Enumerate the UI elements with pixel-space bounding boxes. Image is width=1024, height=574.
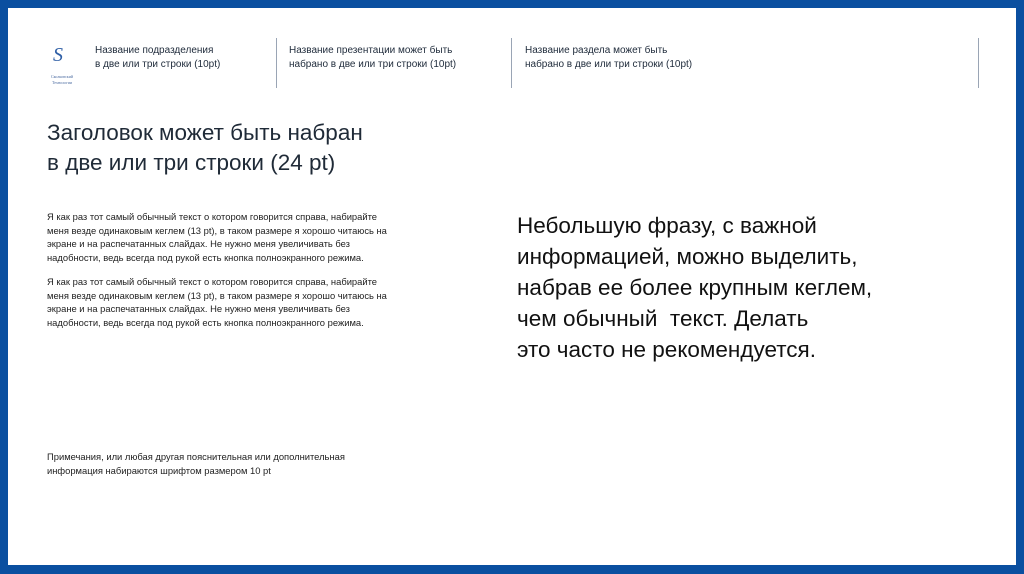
slide-title	[47, 118, 363, 178]
footnote-line-1: Примечания, или любая другая пояснительная или дополнительная	[47, 451, 345, 462]
header-presentation-line-2: набрано в две или три строки (10pt)	[289, 59, 457, 70]
body-paragraph-1	[47, 210, 447, 264]
body-paragraph-1-line: Я как раз тот самый обычный текст о котором говорится справа, набирайте	[47, 211, 378, 222]
header-divider-2	[511, 38, 512, 88]
header-section	[525, 44, 692, 72]
logo-icon: S	[53, 44, 63, 66]
header-presentation-line-1: Название презентации может быть	[289, 45, 453, 56]
callout-line: чем обычный текст. Делать	[517, 306, 809, 331]
footnote-line-2: информация набираются шрифтом размером 10 pt	[47, 464, 271, 476]
header-department-line-2: в две или три строки (10pt)	[95, 59, 221, 70]
body-paragraph-2	[47, 275, 447, 329]
logo-line-2: Технологии	[51, 80, 73, 85]
header-section-line-1: Название раздела может быть	[525, 45, 668, 56]
body-paragraph-2-line: Я как раз тот самый обычный текст о котором говорится справа, набирайте	[47, 276, 378, 287]
logo	[44, 44, 80, 94]
logo-line-1: Сколковский	[51, 74, 73, 79]
header-department-line-1: Название подразделения	[95, 45, 214, 56]
footnote	[47, 450, 427, 477]
body-paragraph-1-line: экране и на распечатанных слайдах. Не нужно меня увеличивать без	[47, 238, 350, 249]
header-presentation	[289, 44, 456, 72]
body-paragraph-2-line: экране и на распечатанных слайдах. Не нужно меня увеличивать без	[47, 303, 350, 314]
slide-title-line-2: в две или три строки (24 pt)	[47, 150, 336, 175]
header-department	[95, 44, 220, 72]
slide	[8, 8, 1016, 565]
body-paragraph-1-line: надобности, ведь всегда под рукой есть кнопка полноэкранного режима.	[47, 251, 364, 263]
callout-line: это часто не рекомендуется.	[517, 337, 816, 362]
callout-line: информацией, можно выделить,	[517, 244, 858, 269]
header-divider-3	[978, 38, 979, 88]
body-paragraph-2-line: меня везде одинаковым кеглем (13 pt), в таком размере я хорошо читаюсь на	[47, 289, 387, 301]
callout-text	[517, 210, 977, 365]
header-section-line-2: набрано в две или три строки (10pt)	[525, 59, 693, 70]
body-paragraph-2-line: надобности, ведь всегда под рукой есть кнопка полноэкранного режима.	[47, 316, 364, 328]
slide-title-line-1: Заголовок может быть набран	[47, 120, 363, 145]
callout-line: набрав ее более крупным кеглем,	[517, 275, 873, 300]
header-divider-1	[276, 38, 277, 88]
callout-line: Небольшую фразу, с важной	[517, 213, 817, 238]
body-paragraph-1-line: меня везде одинаковым кеглем (13 pt), в таком размере я хорошо читаюсь на	[47, 224, 387, 236]
